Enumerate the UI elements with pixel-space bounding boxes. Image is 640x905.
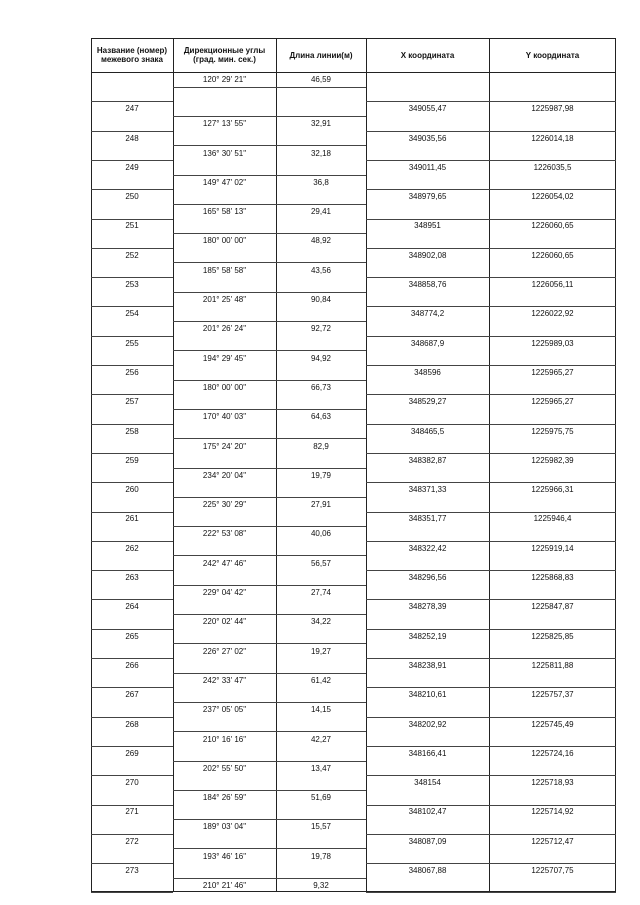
segment-angle: 242° 47' 46" <box>202 558 247 568</box>
row-divider <box>91 629 173 630</box>
marker-name: 258 <box>125 426 139 436</box>
marker-name: 264 <box>125 602 139 612</box>
segment-length: 48,92 <box>310 236 332 246</box>
row-divider <box>91 541 173 542</box>
row-divider <box>91 775 173 776</box>
segment-angle: 210° 21' 46" <box>202 881 247 891</box>
y-coordinate: 1225989,03 <box>531 338 574 348</box>
segment-length: 19,27 <box>310 646 332 656</box>
y-coordinate: 1225975,75 <box>531 426 574 436</box>
segment-divider <box>173 262 366 263</box>
segment-divider <box>173 380 366 381</box>
y-coordinate: 1225707,75 <box>531 866 574 876</box>
marker-name: 255 <box>125 338 139 348</box>
segment-length: 36,8 <box>313 177 329 187</box>
row-divider <box>366 541 616 542</box>
segment-divider <box>173 585 366 586</box>
row-divider <box>366 746 616 747</box>
segment-angle: 189° 03' 04" <box>202 822 247 832</box>
y-coordinate: 1226035,5 <box>533 162 572 172</box>
segment-divider <box>173 292 366 293</box>
segment-divider <box>173 526 366 527</box>
segment-divider <box>173 790 366 791</box>
segment-length: 51,69 <box>310 793 332 803</box>
y-coordinate: 1225946,4 <box>533 514 572 524</box>
row-divider <box>366 336 616 337</box>
row-divider <box>366 687 616 688</box>
segment-angle: 120° 29' 21" <box>202 75 247 84</box>
row-divider <box>91 687 173 688</box>
x-coordinate: 348278,39 <box>408 602 447 612</box>
row-divider <box>91 482 173 483</box>
row-divider <box>366 160 616 161</box>
marker-name: 256 <box>125 367 139 377</box>
marker-name: 263 <box>125 573 139 583</box>
row-divider <box>366 775 616 776</box>
marker-name: 260 <box>125 485 139 495</box>
x-coordinate: 348067,88 <box>408 866 447 876</box>
segment-divider <box>173 848 366 849</box>
segment-angle: 242° 33' 47" <box>202 675 247 685</box>
row-divider <box>91 658 173 659</box>
marker-name: 272 <box>125 836 139 846</box>
segment-angle: 201° 26' 24" <box>202 324 247 334</box>
marker-name: 270 <box>125 778 139 788</box>
row-divider <box>91 424 173 425</box>
column-divider <box>173 38 174 892</box>
marker-name: 248 <box>125 133 139 143</box>
segment-angle: 175° 24' 20" <box>202 441 247 451</box>
y-coordinate: 1226060,65 <box>531 250 574 260</box>
row-divider <box>91 248 173 249</box>
row-divider <box>366 277 616 278</box>
segment-divider <box>173 497 366 498</box>
marker-name: 254 <box>125 309 139 319</box>
row-divider <box>91 863 173 864</box>
y-coordinate: 1225745,49 <box>531 719 574 729</box>
y-coordinate: 1225724,16 <box>531 748 574 758</box>
segment-angle: 194° 29' 45" <box>202 353 247 363</box>
row-divider <box>366 394 616 395</box>
segment-length: 90,84 <box>310 295 332 305</box>
row-divider <box>91 717 173 718</box>
row-divider <box>91 599 173 600</box>
segment-angle: 127° 13' 55" <box>202 119 247 129</box>
row-divider <box>91 306 173 307</box>
segment-length: 64,63 <box>310 412 332 422</box>
y-coordinate: 1225919,14 <box>531 543 574 553</box>
row-divider <box>366 453 616 454</box>
y-coordinate: 1225987,98 <box>531 104 574 114</box>
row-divider <box>366 892 616 893</box>
row-divider <box>366 424 616 425</box>
segment-angle: 226° 27' 02" <box>202 646 247 656</box>
row-divider <box>91 101 173 102</box>
x-coordinate: 348687,9 <box>410 338 445 348</box>
row-divider <box>366 189 616 190</box>
row-divider <box>91 160 173 161</box>
segment-angle: 184° 26' 59" <box>202 793 247 803</box>
marker-name: 251 <box>125 221 139 231</box>
table-header <box>91 38 616 72</box>
header-name: Название (номер) межевого знака <box>96 46 168 64</box>
row-divider <box>366 599 616 600</box>
x-coordinate: 348382,87 <box>408 455 447 465</box>
row-divider <box>91 189 173 190</box>
segment-length: 94,92 <box>310 353 332 363</box>
x-coordinate: 348351,77 <box>408 514 447 524</box>
column-divider <box>489 38 490 892</box>
y-coordinate: 1226056,11 <box>531 280 574 290</box>
row-divider <box>91 394 173 395</box>
x-coordinate: 348371,33 <box>408 485 447 495</box>
row-divider <box>366 570 616 571</box>
boundary-coordinates-table <box>91 38 616 892</box>
marker-name: 266 <box>125 660 139 670</box>
segment-angle: 237° 05' 05" <box>202 705 247 715</box>
segment-angle: 170° 40' 03" <box>202 412 247 422</box>
marker-name: 265 <box>125 631 139 641</box>
segment-length: 27,91 <box>310 500 332 510</box>
segment-divider <box>173 350 366 351</box>
row-divider <box>366 306 616 307</box>
segment-angle: 202° 55' 50" <box>202 763 247 773</box>
segment-angle: 201° 25' 48" <box>202 295 247 305</box>
segment-angle: 210° 16' 16" <box>202 734 247 744</box>
row-divider <box>366 717 616 718</box>
y-coordinate: 1225965,27 <box>531 367 574 377</box>
row-divider <box>366 101 616 102</box>
header-length: Длина линии(м) <box>289 50 353 60</box>
segment-divider <box>173 643 366 644</box>
marker-name: 273 <box>125 866 139 876</box>
marker-name: 257 <box>125 397 139 407</box>
y-coordinate: 1226060,65 <box>531 221 574 231</box>
x-coordinate: 348979,65 <box>408 192 447 202</box>
header-divider <box>91 72 616 73</box>
segment-divider <box>173 673 366 674</box>
row-divider <box>366 131 616 132</box>
segment-angle: 222° 53' 08" <box>202 529 247 539</box>
column-divider <box>366 38 367 892</box>
segment-angle: 180° 00' 00" <box>202 236 247 246</box>
segment-length: 34,22 <box>310 617 332 627</box>
x-coordinate: 348238,91 <box>408 660 447 670</box>
segment-divider <box>173 878 366 879</box>
segment-divider <box>173 614 366 615</box>
header-x: X координата <box>400 50 455 60</box>
segment-length: 46,59 <box>310 75 332 84</box>
x-coordinate: 348202,92 <box>408 719 447 729</box>
y-coordinate: 1225718,93 <box>531 778 574 788</box>
y-coordinate: 1226022,92 <box>531 309 574 319</box>
x-coordinate: 348951 <box>414 221 441 231</box>
segment-divider <box>173 116 366 117</box>
segment-angle: 185° 58' 58" <box>202 265 247 275</box>
row-divider <box>91 131 173 132</box>
marker-name: 271 <box>125 807 139 817</box>
x-coordinate: 349011,45 <box>408 162 447 172</box>
column-divider <box>276 38 277 892</box>
segment-length: 9,32 <box>313 881 329 891</box>
segment-divider <box>173 468 366 469</box>
segment-angle: 136° 30' 51" <box>202 148 247 158</box>
x-coordinate: 348210,61 <box>408 690 447 700</box>
marker-name: 252 <box>125 250 139 260</box>
x-coordinate: 348154 <box>414 778 441 788</box>
segment-length: 42,27 <box>310 734 332 744</box>
row-divider <box>91 336 173 337</box>
segment-angle: 225° 30' 29" <box>202 500 247 510</box>
segment-angle: 165° 58' 13" <box>202 207 247 217</box>
marker-name: 250 <box>125 192 139 202</box>
segment-length: 27,74 <box>310 588 332 598</box>
segment-length: 66,73 <box>310 382 332 392</box>
segment-divider <box>173 233 366 234</box>
segment-length: 43,56 <box>310 265 332 275</box>
y-coordinate: 1226054,02 <box>531 192 574 202</box>
x-coordinate: 349035,56 <box>408 133 447 143</box>
marker-name: 259 <box>125 455 139 465</box>
row-divider <box>366 365 616 366</box>
segment-length: 14,15 <box>310 705 332 715</box>
row-divider <box>91 277 173 278</box>
y-coordinate: 1225757,37 <box>531 690 574 700</box>
segment-divider <box>173 175 366 176</box>
row-divider <box>366 834 616 835</box>
row-divider <box>366 482 616 483</box>
y-coordinate: 1225982,39 <box>531 455 574 465</box>
row-divider <box>91 365 173 366</box>
segment-divider <box>173 204 366 205</box>
segment-divider <box>173 702 366 703</box>
row-divider <box>91 834 173 835</box>
row-divider <box>366 219 616 220</box>
marker-name: 267 <box>125 690 139 700</box>
y-coordinate: 1225868,83 <box>531 573 574 583</box>
header-y: Y координата <box>525 50 580 60</box>
segment-angle: 180° 00' 00" <box>202 382 247 392</box>
marker-name: 268 <box>125 719 139 729</box>
y-coordinate: 1225825,85 <box>531 631 574 641</box>
row-divider <box>366 248 616 249</box>
x-coordinate: 348102,47 <box>408 807 447 817</box>
segment-length: 29,41 <box>310 207 332 217</box>
row-divider <box>91 570 173 571</box>
x-coordinate: 349055,47 <box>408 104 447 114</box>
y-coordinate: 1225811,88 <box>531 660 574 670</box>
segment-angle: 220° 02' 44" <box>202 617 247 627</box>
y-coordinate: 1225714,92 <box>531 807 574 817</box>
row-divider <box>366 658 616 659</box>
x-coordinate: 348465,5 <box>410 426 445 436</box>
x-coordinate: 348774,2 <box>410 309 445 319</box>
segment-divider <box>173 731 366 732</box>
row-divider <box>91 892 173 893</box>
marker-name: 249 <box>125 162 139 172</box>
x-coordinate: 348902,08 <box>408 250 447 260</box>
segment-divider <box>173 819 366 820</box>
segment-divider <box>173 321 366 322</box>
x-coordinate: 348858,76 <box>408 280 447 290</box>
row-divider <box>91 512 173 513</box>
x-coordinate: 348529,27 <box>408 397 447 407</box>
segment-divider <box>173 555 366 556</box>
segment-divider <box>173 87 366 88</box>
segment-length: 19,78 <box>310 851 332 861</box>
x-coordinate: 348322,42 <box>408 543 447 553</box>
x-coordinate: 348087,09 <box>408 836 447 846</box>
segment-length: 19,79 <box>310 470 332 480</box>
row-divider <box>366 629 616 630</box>
marker-name: 247 <box>125 104 139 114</box>
x-coordinate: 348296,56 <box>408 573 447 583</box>
row-divider <box>366 512 616 513</box>
segment-divider <box>173 438 366 439</box>
x-coordinate: 348166,41 <box>408 748 447 758</box>
marker-name: 261 <box>125 514 139 524</box>
row-divider <box>91 453 173 454</box>
row-divider <box>91 805 173 806</box>
segment-divider <box>173 761 366 762</box>
row-divider <box>366 805 616 806</box>
segment-divider <box>173 145 366 146</box>
y-coordinate: 1225712,47 <box>531 836 574 846</box>
segment-divider <box>173 409 366 410</box>
segment-length: 32,18 <box>310 148 332 158</box>
y-coordinate: 1225847,87 <box>531 602 574 612</box>
header-angle: Дирекционные углы (град. мин. сек.) <box>183 46 266 64</box>
segment-length: 56,57 <box>310 558 332 568</box>
marker-name: 253 <box>125 280 139 290</box>
x-coordinate: 348252,19 <box>408 631 447 641</box>
y-coordinate: 1225965,27 <box>531 397 574 407</box>
segment-length: 13,47 <box>310 763 332 773</box>
segment-angle: 229° 04' 42" <box>202 588 247 598</box>
segment-length: 32,91 <box>310 119 332 129</box>
segment-length: 40,06 <box>310 529 332 539</box>
marker-name: 262 <box>125 543 139 553</box>
segment-length: 92,72 <box>310 324 332 334</box>
segment-length: 15,57 <box>310 822 332 832</box>
segment-length: 82,9 <box>313 441 329 451</box>
marker-name: 269 <box>125 748 139 758</box>
y-coordinate: 1225966,31 <box>531 485 574 495</box>
segment-angle: 234° 20' 04" <box>202 470 247 480</box>
segment-angle: 193° 46' 16" <box>202 851 247 861</box>
y-coordinate: 1226014,18 <box>531 133 574 143</box>
row-divider <box>91 746 173 747</box>
row-divider <box>91 219 173 220</box>
segment-length: 61,42 <box>310 675 332 685</box>
segment-angle: 149° 47' 02" <box>202 177 247 187</box>
x-coordinate: 348596 <box>414 367 441 377</box>
row-divider <box>366 863 616 864</box>
